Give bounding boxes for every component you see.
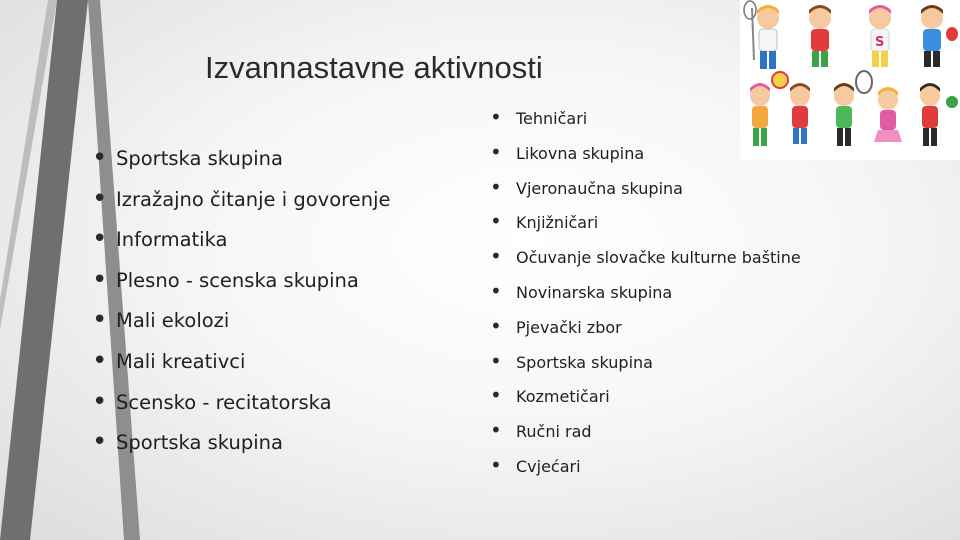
list-item — [92, 140, 391, 181]
list-item — [92, 424, 391, 465]
list-item — [92, 221, 391, 262]
bullet-icon: • — [92, 143, 108, 173]
bullet-icon: • — [490, 105, 502, 129]
bullet-icon: • — [92, 264, 108, 295]
list-item-label: Tehničari — [516, 109, 588, 128]
bullet-icon: • — [490, 313, 502, 338]
list-item — [92, 302, 391, 343]
list-item — [92, 262, 391, 303]
list-item-label: Sportska skupina — [116, 431, 283, 455]
bullet-icon: • — [92, 224, 108, 255]
list-item-label: Scensko - recitatorska — [116, 390, 332, 414]
list-item-label: Izražajno čitanje i govorenje — [116, 187, 391, 211]
list-item-label: Sportska skupina — [116, 147, 283, 170]
list-item — [490, 311, 801, 346]
bullet-icon: • — [92, 386, 108, 417]
list-item-label: Informatika — [116, 228, 228, 252]
svg-text:S: S — [875, 35, 885, 50]
list-item — [490, 450, 801, 485]
list-item-label: Sportska skupina — [516, 352, 653, 372]
list-item-label: Plesno - scenska skupina — [116, 268, 359, 292]
bullet-icon: • — [490, 418, 502, 443]
list-item — [490, 415, 801, 450]
bullet-icon: • — [490, 244, 502, 269]
list-item — [490, 380, 801, 415]
bullet-icon: • — [92, 183, 108, 214]
list-item — [92, 384, 391, 425]
left-activity-list — [92, 140, 391, 465]
list-item-label: Mali ekolozi — [116, 309, 230, 333]
bullet-icon: • — [92, 305, 108, 336]
children-sports-clipart-icon — [740, 0, 960, 160]
list-item-label: Pjevački zbor — [516, 317, 622, 337]
list-item-label: Vjeronaučna skupina — [516, 178, 683, 198]
bullet-icon: • — [490, 383, 502, 408]
list-item-label: Cvjećari — [516, 456, 581, 476]
slide-title: Izvannastavne aktivnosti — [205, 50, 543, 85]
list-item — [490, 241, 801, 276]
bullet-icon: • — [490, 452, 502, 477]
list-item — [490, 206, 801, 241]
list-item — [92, 181, 391, 222]
bullet-icon: • — [92, 345, 108, 376]
list-item-label: Likovna skupina — [516, 143, 645, 163]
bullet-icon: • — [490, 139, 502, 164]
list-item-label: Kozmetičari — [516, 387, 610, 407]
list-item — [92, 343, 391, 384]
list-item-label: Mali kreativci — [116, 349, 246, 373]
list-item-label: Očuvanje slovačke kulturne baštine — [516, 248, 801, 268]
bullet-icon: • — [92, 427, 108, 458]
list-item-label: Knjižničari — [516, 213, 599, 233]
list-item — [490, 276, 801, 311]
list-item — [490, 346, 801, 381]
bullet-icon: • — [490, 278, 502, 303]
list-item-label: Novinarska skupina — [516, 282, 673, 302]
bullet-icon: • — [490, 174, 502, 199]
list-item — [490, 172, 801, 207]
list-item-label: Ručni rad — [516, 422, 592, 442]
bullet-icon: • — [490, 348, 502, 373]
bullet-icon: • — [490, 209, 502, 234]
